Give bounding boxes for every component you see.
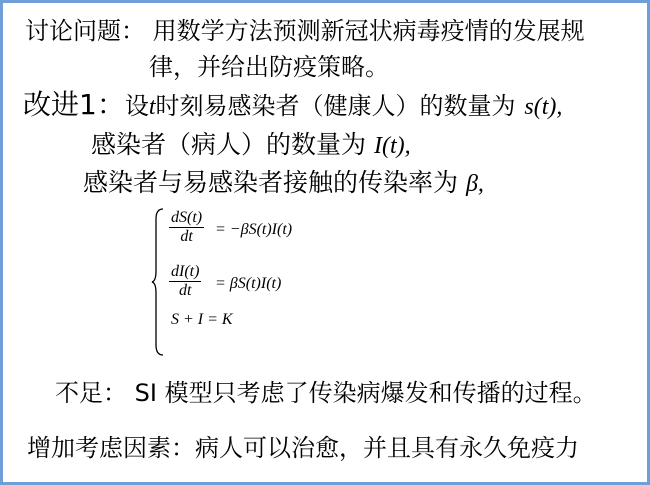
left-brace [151, 207, 165, 357]
eq1-numerator: dS(t) [171, 209, 203, 226]
eq2-rhs: = βS(t)I(t) [215, 275, 282, 292]
rate-text: 感染者与易感染者接触的传染率为 [83, 168, 459, 197]
var-t: t [148, 94, 156, 120]
infected-line [91, 125, 411, 161]
eq2-fraction [169, 263, 201, 300]
s-of-t: s(t), [524, 94, 563, 120]
infected-text: 感染者（病人）的数量为 [91, 130, 367, 159]
improvement-label: 改进1： [23, 88, 125, 121]
add-factor-line: 增加考虑因素：病人可以治愈，并且具有永久免疫力 [27, 434, 579, 462]
equation-system [151, 207, 361, 357]
improvement-line [23, 83, 562, 123]
eq1-denominator: dt [180, 228, 193, 245]
eq1-rhs: = −βS(t)I(t) [215, 221, 293, 238]
si-model-name: SI [134, 379, 157, 407]
insufficiency-line [55, 373, 597, 408]
question-line-1: 讨论问题： 用数学方法预测新冠状病毒疫情的发展规 [25, 17, 585, 45]
improvement-text-b: 时刻易感染者（健康人）的数量为 [155, 92, 516, 120]
i-of-t: I(t), [373, 133, 411, 159]
insufficiency-text: 模型只考虑了传染病爆发和传播的过程。 [164, 379, 597, 407]
insufficiency-label: 不足： [55, 379, 127, 407]
rate-line [83, 163, 484, 199]
eq3: S + I = K [171, 311, 233, 328]
eq2-denominator: dt [178, 282, 192, 299]
beta-symbol: β, [465, 171, 484, 197]
improvement-text-a: 设 [124, 92, 149, 120]
eq1-fraction [169, 209, 204, 246]
eq2-numerator: dI(t) [171, 263, 200, 280]
question-line-2: 律，并给出防疫策略。 [149, 53, 389, 81]
